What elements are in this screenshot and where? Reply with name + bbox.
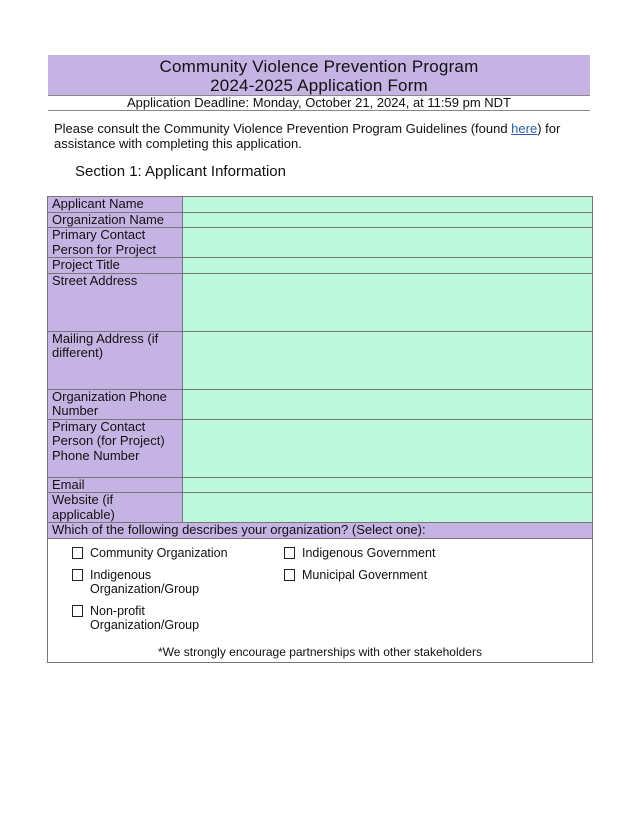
form-title-banner: [48, 55, 590, 95]
mailing-address-label: Mailing Address (if different): [48, 331, 183, 389]
application-deadline: Application Deadline: Monday, October 21, 2024, at 11:59 pm NDT: [48, 95, 590, 111]
checkbox-nonprofit[interactable]: [72, 605, 83, 617]
street-address-label: Street Address: [48, 273, 183, 331]
primary-contact-label: Primary Contact Person for Project: [48, 228, 183, 258]
option-label: Indigenous Organization/Group: [90, 567, 200, 596]
org-phone-field[interactable]: [183, 389, 593, 419]
mailing-address-field[interactable]: [183, 331, 593, 389]
project-title-field[interactable]: [183, 258, 593, 274]
org-type-options: [48, 538, 593, 662]
email-label: Email: [48, 477, 183, 493]
street-address-field[interactable]: [183, 273, 593, 331]
partnership-note: *We strongly encourage partnerships with other stakeholders: [158, 644, 482, 659]
checkbox-municipal-government[interactable]: [284, 569, 295, 581]
applicant-info-table: [47, 196, 593, 663]
organization-name-label: Organization Name: [48, 212, 183, 228]
website-label: Website (if applicable): [48, 493, 183, 523]
option-nonprofit[interactable]: [72, 604, 262, 634]
checkbox-community-organization[interactable]: [72, 547, 83, 559]
applicant-name-field[interactable]: [183, 197, 593, 213]
contact-phone-field[interactable]: [183, 419, 593, 477]
checkbox-indigenous-government[interactable]: [284, 547, 295, 559]
guidelines-link[interactable]: here: [511, 121, 538, 136]
primary-contact-field[interactable]: [183, 228, 593, 258]
intro-text-start: Please consult the Community Violence Prevention Program Guidelines (found: [54, 121, 512, 136]
form-title: Community Violence Prevention Program: [159, 57, 479, 76]
option-indigenous-organization[interactable]: [72, 568, 262, 598]
intro-paragraph: [54, 121, 594, 151]
website-field[interactable]: [183, 493, 593, 523]
option-label: Community Organization: [90, 545, 228, 560]
form-subtitle: 2024-2025 Application Form: [210, 76, 428, 95]
org-type-question: Which of the following describes your organization? (Select one):: [48, 523, 593, 539]
email-field[interactable]: [183, 477, 593, 493]
intro-text-end: ) for assistance with completing this application.: [54, 121, 561, 151]
organization-name-field[interactable]: [183, 212, 593, 228]
option-label: Non-profit Organization/Group: [90, 603, 200, 632]
option-label: Municipal Government: [302, 567, 428, 582]
contact-phone-label: Primary Contact Person (for Project) Phone Number: [48, 419, 183, 477]
applicant-name-label: Applicant Name: [48, 197, 183, 213]
org-phone-label: Organization Phone Number: [48, 389, 183, 419]
section-1-heading: Section 1: Applicant Information: [75, 163, 286, 180]
option-label: Indigenous Government: [302, 545, 436, 560]
project-title-label: Project Title: [48, 258, 183, 274]
checkbox-indigenous-organization[interactable]: [72, 569, 83, 581]
